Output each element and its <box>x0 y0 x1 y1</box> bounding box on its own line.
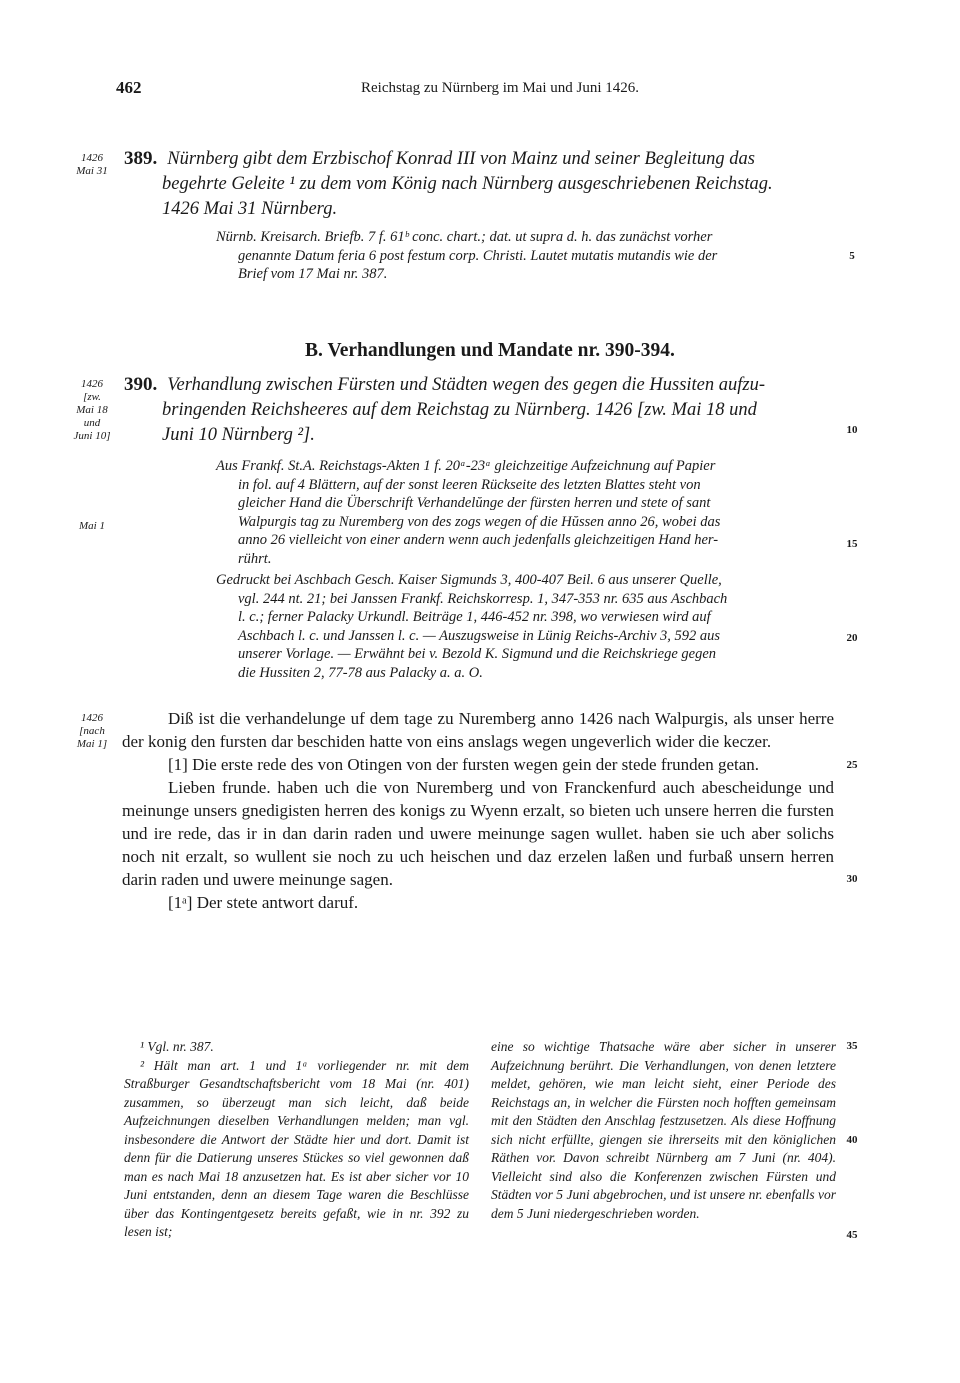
entry-390-printed: Gedruckt bei Aschbach Gesch. Kaiser Sigmunds 3, 400-407 Beil. 6 aus unserer Quelle, vgl. 244 nt. 21; bei Janssen Frankf. Reichskorresp. 1, 347-353 nr. 635 aus Aschbach l. c.; ferner Palacky Urkundl. Beiträge 1, 446-452 nr. 398, wo verwiesen wird auf Aschbach l. c. und Janssen l. c. — Auszugsweise in Lünig Reichs-Archiv 3, 592 aus unserer Vorlage. — Erwähnt bei v. Bezold K. Sigmund und die Reichskriege gegen die Hussiten 2, 77-78 aus Palacky a. a. O. <box>216 572 728 681</box>
paragraph: Diß ist die verhandelunge uf dem tage zu Nuremberg anno 1426 nach Walpurgis, als unser herre der konig den fursten dar beschiden hatte von eins anslags wegen ungeverlich wider die keczer. <box>122 709 834 751</box>
footnotes-right-column <box>491 1038 836 1223</box>
entry-389-source: Nürnb. Kreisarch. Briefb. 7 f. 61ᵇ conc. chart.; dat. ut supra d. h. das zunächst vorher genannte Datum feria 6 post festum corp. Christi. Lautet mutatis mutandis wie der Brief vom 17 Mai nr. 387. <box>216 229 718 282</box>
line-number: 25 <box>846 759 858 771</box>
footnotes-left-column <box>124 1038 469 1242</box>
entry-389-heading: 389. Nürnberg gibt dem Erzbischof Konrad III von Mainz und seiner Begleitung das begehrte Geleite ¹ zu dem vom König nach Nürnberg ausgeschriebenen Reichstag. 1426 Mai 31 Nürnberg. <box>124 148 773 219</box>
entry-number: 389. <box>124 148 158 169</box>
margin-date-mai-1: Mai 1 <box>79 520 105 532</box>
paragraph: [1] Die erste rede des von Otingen von der fursten wegen gein der stede frunden getan. <box>168 755 760 774</box>
body-text <box>122 707 834 914</box>
line-number: 30 <box>846 873 858 885</box>
entry-number: 390. <box>124 374 158 395</box>
margin-date-body: 1426 [nach Mai 1] <box>76 712 108 750</box>
line-number: 10 <box>846 424 858 436</box>
footnote-1: ¹ Vgl. nr. 387. <box>140 1039 214 1054</box>
line-number: 40 <box>846 1134 858 1146</box>
line-number: 15 <box>846 538 858 550</box>
page-number: 462 <box>116 78 142 97</box>
paragraph: [1ᵃ] Der stete antwort daruf. <box>168 893 359 912</box>
margin-date-390: 1426 [zw. Mai 18 und Juni 10] <box>73 378 111 442</box>
line-number: 5 <box>849 250 855 262</box>
line-number: 35 <box>846 1040 858 1052</box>
margin-date-389: 1426 Mai 31 <box>76 152 108 177</box>
footnote-2-continued: eine so wichtige Thatsache wäre aber sicher in unserer Aufzeichnung berührt. Die Verhandlungen, von denen letztere meldet, gehören, wie man leicht sieht, einer Periode des Reichstags an, in welcher die Fürsten noch hofften gemeinsam mit den Städten den Anschlag festzusetzen. Als diese Hoffnung sich nicht erfüllte, giengen sie ihrerseits mit den königlichen Räthen vor. Davon schreibt Nürnberg am 7 Juni (nr. 404). Vielleicht sind also die Konferenzen zwischen Fürsten und Städten vor 5 Juni abgebrochen, und ist unsere nr. ebenfalls vor dem 5 Juni niedergeschrieben worden. <box>491 1039 836 1221</box>
entry-390-heading: 390. Verhandlung zwischen Fürsten und Städten wegen des gegen die Hussiten aufzu- bringenden Reichsheeres auf dem Reichstag zu Nürnberg. 1426 [zw. Mai 18 und Juni 10 Nürnberg ²]. <box>124 374 766 445</box>
entry-390-source: Aus Frankf. St.A. Reichstags-Akten 1 f. 20ᵃ-23ᵃ gleichzeitige Aufzeichnung auf Papier in fol. auf 4 Blättern, auf der sonst leeren Rückseite des letzten Blattes steht von gleicher Hand die Überschrift Verhandelŭnge der fürsten herren und stete of sant Walpurgis tag zu Nuremberg von des zogs wegen of die Hŭssen anno 26, wobei das anno 26 vielleicht von einer andern wenn auch jedenfalls gleichzeitigen Hand her- rührt. <box>216 458 721 567</box>
footnote-2: ² Hält man art. 1 und 1ᵃ vorliegender nr. mit dem Straßburger Gesandtschaftsbericht vom 18 Mai (nr. 401) zusammen, so überzeugt man sich leicht, daß beide Aufzeichnungen dieselben Verhandlungen melden; man vgl. insbesondere die Antwort der Städte hier und dort. Damit ist denn für die Datierung unseres Stückes so viel gewonnen daß man es nach Mai 18 anzusetzen hat. Es ist aber sicher vor 10 Juni entstanden, denn an diesem Tage waren die Beschlüsse über das Kontingentgesetz bereits gefaßt, wie in nr. 392 zu lesen ist; <box>124 1057 469 1239</box>
line-number: 20 <box>846 632 858 644</box>
section-title: B. Verhandlungen und Mandate nr. 390-394. <box>305 340 675 361</box>
line-number: 45 <box>846 1229 858 1241</box>
running-title: Reichstag zu Nürnberg im Mai und Juni 1426. <box>360 80 640 96</box>
paragraph: Lieben frunde. haben uch die von Nuremberg und von Franckenfurd auch abescheidunge und meinunge unsers gnedigisten herren des konigs zu Wyenn erzalt, so bieten uch unsere herren die fursten und ire rede, das ir in dan darin raden und uwere meinunge sagen wullet. haben sie uch aber solichs noch nit erzalt, so wullent sie noch zu uch heischen und daz erzelen laßen und furbaß unsern herren darin raden und uwere meinunge sagen. <box>122 778 834 889</box>
